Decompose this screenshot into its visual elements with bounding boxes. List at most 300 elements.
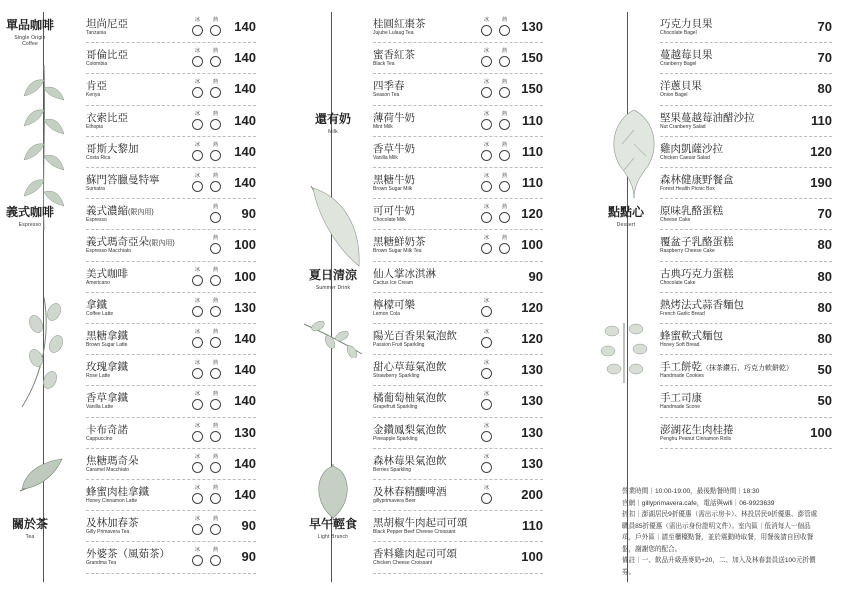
hot-option-checkbox[interactable] bbox=[499, 212, 510, 223]
leaf-illustration-5 bbox=[302, 318, 364, 358]
ice-option-label: 冰 bbox=[195, 547, 201, 554]
temperature-options bbox=[190, 328, 222, 352]
hot-option-checkbox[interactable] bbox=[210, 337, 221, 348]
item-price: 120 bbox=[521, 206, 543, 222]
item-english-name: Lemon Cola bbox=[373, 310, 400, 317]
temperature-options bbox=[479, 422, 511, 446]
item-price: 130 bbox=[234, 299, 256, 315]
section-subtitle: Tea bbox=[25, 534, 35, 541]
hot-option-checkbox[interactable] bbox=[499, 56, 510, 67]
ice-option-label: 冰 bbox=[484, 141, 490, 148]
item-name: 古典巧克力蛋糕 bbox=[660, 267, 734, 280]
item-english-name: Raspberry Cheese Cake bbox=[660, 248, 715, 255]
item-english-name: Rose Latte bbox=[86, 373, 111, 380]
item-name: 拿鐵 bbox=[86, 298, 107, 311]
hot-option-checkbox[interactable] bbox=[210, 555, 221, 566]
ice-option-checkbox[interactable] bbox=[192, 368, 203, 379]
item-name: 蜂蜜軟式麵包 bbox=[660, 330, 723, 342]
item-name: 覆盆子乳酪蛋糕 bbox=[660, 236, 734, 249]
item-name: 桂圓紅棗茶 bbox=[373, 18, 426, 30]
hot-option-checkbox[interactable] bbox=[210, 243, 221, 254]
menu-item bbox=[373, 449, 543, 480]
hot-option-label: 熱 bbox=[213, 360, 219, 367]
item-english-name: Grapefruit Sparkling bbox=[373, 404, 418, 411]
menu-item bbox=[86, 293, 256, 324]
ice-option-label: 冰 bbox=[484, 422, 490, 429]
menu-item bbox=[86, 262, 256, 293]
item-english-name: Berries Sparkling bbox=[373, 466, 412, 473]
section-subtitle: Milk bbox=[328, 128, 338, 135]
item-price: 70 bbox=[817, 50, 832, 66]
ice-option-checkbox[interactable] bbox=[481, 431, 492, 442]
ice-option-checkbox[interactable] bbox=[192, 56, 203, 67]
item-name: 檸檬可樂 bbox=[373, 298, 415, 311]
hot-option-checkbox[interactable] bbox=[210, 150, 221, 161]
hot-option-label: 熱 bbox=[213, 110, 219, 117]
ice-option-label: 冰 bbox=[195, 329, 201, 335]
ice-option-label: 冰 bbox=[195, 360, 201, 367]
section-subtitle: Summer Drink bbox=[315, 284, 351, 291]
hot-option-checkbox[interactable] bbox=[210, 275, 221, 286]
item-english-name: Penghu Peanut Cinnamon Rolls bbox=[660, 435, 732, 442]
ice-option-label: 冰 bbox=[484, 48, 490, 55]
temperature-options bbox=[190, 78, 222, 102]
item-english-name: Brown Sugar Latte bbox=[86, 342, 128, 348]
item-price: 140 bbox=[234, 331, 256, 346]
item-english-name: Chicken Cheese Croissant bbox=[373, 560, 433, 567]
ice-option-checkbox[interactable] bbox=[192, 399, 203, 410]
temperature-options bbox=[479, 484, 511, 508]
item-name: 及林加春茶 bbox=[86, 517, 139, 530]
menu-item bbox=[373, 324, 543, 355]
item-name: 黑糖牛奶 bbox=[373, 174, 415, 186]
menu-item bbox=[373, 418, 543, 449]
ice-option-checkbox[interactable] bbox=[192, 181, 203, 192]
leaf-illustration-8 bbox=[594, 315, 656, 385]
item-name: 香草拿鐵 bbox=[86, 392, 128, 405]
menu-item bbox=[86, 324, 256, 355]
hot-option-checkbox[interactable] bbox=[210, 462, 221, 473]
item-name: 雞肉凱薩沙拉 bbox=[660, 142, 723, 155]
section-heading bbox=[296, 515, 370, 540]
menu-item bbox=[86, 168, 256, 199]
menu-item bbox=[86, 355, 256, 386]
menu-item bbox=[86, 449, 256, 480]
temperature-options bbox=[479, 141, 511, 165]
info-line: 項，戶外區｜請至櫃檯點餐，並於震動時取餐，用餐後請自回收餐 bbox=[622, 534, 814, 541]
menu-item bbox=[660, 355, 832, 386]
item-price: 150 bbox=[521, 81, 543, 97]
temperature-options bbox=[479, 453, 511, 477]
item-name: 森林健康野餐盒 bbox=[660, 174, 734, 186]
temperature-options bbox=[190, 390, 222, 414]
menu-item bbox=[373, 230, 543, 261]
item-price: 110 bbox=[811, 112, 832, 128]
item-price: 130 bbox=[521, 19, 543, 34]
hot-option-label: 熱 bbox=[502, 79, 508, 86]
item-name: 蜂蜜肉桂拿鐵 bbox=[86, 486, 149, 498]
info-line: 官網｜gillyprimavera.cafe，電話與wifi｜06-9923639 bbox=[622, 499, 775, 507]
hot-option-checkbox[interactable] bbox=[499, 150, 510, 161]
menu-item bbox=[373, 355, 543, 386]
ice-option-checkbox[interactable] bbox=[481, 56, 492, 67]
temperature-options bbox=[190, 110, 222, 134]
hot-option-checkbox[interactable] bbox=[210, 119, 221, 130]
menu-item bbox=[86, 199, 256, 230]
item-price: 140 bbox=[234, 143, 256, 159]
ice-option-checkbox[interactable] bbox=[192, 150, 203, 161]
item-price: 90 bbox=[528, 268, 543, 284]
hot-option-label: 熱 bbox=[213, 266, 219, 273]
hot-option-checkbox[interactable] bbox=[210, 493, 221, 504]
item-english-name: Brown Sugar Milk Tea bbox=[373, 248, 422, 255]
item-price: 120 bbox=[810, 143, 832, 159]
ice-option-checkbox[interactable] bbox=[481, 493, 492, 504]
menu-item bbox=[660, 43, 832, 74]
section-heading bbox=[590, 203, 662, 228]
section-subtitle: Dessert bbox=[616, 222, 636, 229]
item-english-name: Jujube Lulaug Tea bbox=[373, 30, 414, 36]
menu-item bbox=[373, 386, 543, 417]
ice-option-checkbox[interactable] bbox=[481, 243, 492, 254]
item-price: 150 bbox=[521, 50, 543, 66]
temperature-options bbox=[479, 203, 511, 227]
menu-item bbox=[86, 74, 256, 105]
temperature-options bbox=[190, 297, 222, 321]
menu-item bbox=[373, 74, 543, 105]
item-note: （抹茶鑽石、巧克力軟餅乾） bbox=[702, 365, 793, 373]
item-price: 90 bbox=[241, 206, 256, 222]
ice-option-checkbox[interactable] bbox=[481, 399, 492, 410]
ice-option-label: 冰 bbox=[195, 453, 201, 460]
info-line: 券。 bbox=[622, 568, 636, 576]
ice-option-label: 冰 bbox=[195, 173, 201, 179]
ice-option-checkbox[interactable] bbox=[192, 524, 203, 535]
item-name: 肯亞 bbox=[86, 80, 107, 93]
item-english-name: Brown Sugar Milk bbox=[373, 186, 413, 192]
item-english-name: Mint Milk bbox=[373, 123, 393, 130]
leaf-illustration-6 bbox=[305, 462, 360, 522]
ice-option-label: 冰 bbox=[484, 235, 490, 242]
menu-item bbox=[660, 418, 832, 449]
item-english-name: Vanilla Latte bbox=[86, 404, 114, 411]
menu-item bbox=[86, 137, 256, 168]
menu-item bbox=[660, 168, 832, 199]
section-heading bbox=[6, 16, 54, 47]
menu-item bbox=[373, 480, 543, 511]
item-name: 蜜香紅茶 bbox=[373, 49, 415, 62]
item-name: 熱烤法式蒜香麵包 bbox=[660, 298, 744, 311]
hot-option-label: 熱 bbox=[213, 79, 219, 86]
menu-item bbox=[373, 293, 543, 324]
temperature-options bbox=[190, 359, 222, 383]
item-price: 50 bbox=[817, 393, 832, 409]
menu-item bbox=[373, 106, 543, 137]
ice-option-checkbox[interactable] bbox=[481, 212, 492, 223]
item-name: 四季春 bbox=[373, 80, 405, 93]
hot-option-checkbox[interactable] bbox=[210, 368, 221, 379]
item-english-name: Ethopia bbox=[86, 123, 103, 130]
item-price: 80 bbox=[817, 81, 832, 97]
item-note: (限內用) bbox=[128, 209, 154, 217]
item-english-name: Handmade Scone bbox=[660, 404, 701, 411]
ice-option-checkbox[interactable] bbox=[481, 119, 492, 130]
item-price: 200 bbox=[521, 487, 543, 502]
menu-item bbox=[373, 199, 543, 230]
item-name: 堅果蔓越莓油醋沙拉 bbox=[660, 111, 755, 124]
hot-option-label: 熱 bbox=[213, 141, 219, 148]
item-english-name: Strawberry Sparkling bbox=[373, 373, 420, 380]
ice-option-label: 冰 bbox=[195, 141, 201, 148]
hot-option-checkbox[interactable] bbox=[210, 306, 221, 317]
item-price: 140 bbox=[234, 19, 256, 34]
ice-option-checkbox[interactable] bbox=[192, 462, 203, 473]
item-english-name: Pineapple Sparkling bbox=[373, 435, 418, 442]
menu-item bbox=[86, 386, 256, 417]
hot-option-checkbox[interactable] bbox=[499, 243, 510, 254]
temperature-options bbox=[190, 484, 222, 508]
menu-item bbox=[86, 43, 256, 74]
ice-option-checkbox[interactable] bbox=[192, 275, 203, 286]
ice-option-checkbox[interactable] bbox=[481, 181, 492, 192]
item-name: 黑糖拿鐵 bbox=[86, 330, 128, 342]
hot-option-label: 熱 bbox=[502, 173, 508, 179]
leaf-illustration-2 bbox=[14, 292, 70, 412]
item-price: 120 bbox=[521, 299, 543, 315]
item-english-name: Season Tea bbox=[373, 92, 400, 99]
ice-option-checkbox[interactable] bbox=[481, 25, 492, 36]
info-line: 盤，謝謝您的配合。 bbox=[622, 545, 682, 553]
item-english-name: Forest Health Picnic Box bbox=[660, 186, 715, 192]
menu-item bbox=[660, 386, 832, 417]
item-price: 130 bbox=[521, 424, 543, 440]
ice-option-label: 冰 bbox=[484, 297, 490, 304]
temperature-options bbox=[190, 234, 222, 258]
temperature-options bbox=[479, 328, 511, 352]
temperature-options bbox=[190, 422, 222, 446]
item-price: 140 bbox=[234, 487, 256, 502]
hot-option-checkbox[interactable] bbox=[210, 87, 221, 98]
hot-option-label: 熱 bbox=[213, 329, 219, 335]
item-name: 澎湖花生肉桂捲 bbox=[660, 423, 734, 436]
hot-option-checkbox[interactable] bbox=[499, 119, 510, 130]
section-heading bbox=[296, 110, 370, 135]
item-price: 70 bbox=[817, 19, 832, 34]
section-heading bbox=[296, 266, 370, 291]
hot-option-checkbox[interactable] bbox=[499, 87, 510, 98]
item-name: 仙人掌冰淇淋 bbox=[373, 267, 436, 280]
temperature-options bbox=[190, 453, 222, 477]
item-name: 橘葡萄柚氣泡飲 bbox=[373, 392, 447, 405]
item-english-name: French Garlic Bread bbox=[660, 310, 705, 317]
item-english-name: Coffee Latte bbox=[86, 310, 114, 317]
temperature-options bbox=[479, 297, 511, 321]
ice-option-checkbox[interactable] bbox=[192, 493, 203, 504]
menu-item bbox=[86, 542, 256, 573]
temperature-options bbox=[479, 234, 511, 258]
item-name: 黑糖鮮奶茶 bbox=[373, 236, 426, 249]
menu-item bbox=[660, 106, 832, 137]
store-info bbox=[622, 486, 842, 578]
item-english-name: Espresso bbox=[86, 217, 107, 224]
item-english-name: Cactus Ice Cream bbox=[373, 279, 414, 286]
info-line: 折扣｜澎湖居民9折優惠（需出示房卡）、林投居民9折優惠、澎管處 bbox=[622, 511, 818, 518]
item-english-name: Black Tea bbox=[373, 61, 395, 68]
temperature-options bbox=[479, 172, 511, 196]
ice-option-checkbox[interactable] bbox=[192, 25, 203, 36]
ice-option-label: 冰 bbox=[195, 110, 201, 117]
item-name: 哥斯大黎加 bbox=[86, 142, 139, 155]
item-name: 蘇門答臘曼特寧 bbox=[86, 174, 160, 186]
item-english-name: Cranberry Bagel bbox=[660, 61, 697, 68]
item-name: 可可牛奶 bbox=[373, 205, 415, 218]
menu-item bbox=[86, 12, 256, 43]
info-line: 營業時間｜10:00-19:00，最後點餐時間｜18:30 bbox=[622, 488, 760, 495]
hot-option-checkbox[interactable] bbox=[210, 25, 221, 36]
item-price: 140 bbox=[234, 50, 256, 66]
item-price: 140 bbox=[234, 175, 256, 190]
item-english-name: Tanzania bbox=[86, 30, 107, 36]
item-english-name: Honey Cinnamon Latte bbox=[86, 498, 138, 504]
hot-option-label: 熱 bbox=[502, 110, 508, 117]
ice-option-label: 冰 bbox=[484, 391, 490, 398]
leaf-illustration-3 bbox=[16, 455, 66, 495]
hot-option-label: 熱 bbox=[213, 204, 219, 211]
ice-option-label: 冰 bbox=[484, 110, 490, 117]
hot-option-label: 熱 bbox=[213, 173, 219, 179]
item-name: 卡布奇諾 bbox=[86, 423, 128, 436]
item-name: 哥倫比亞 bbox=[86, 49, 128, 62]
ice-option-checkbox[interactable] bbox=[192, 87, 203, 98]
item-price: 50 bbox=[817, 362, 832, 378]
ice-option-label: 冰 bbox=[195, 516, 201, 523]
ice-option-checkbox[interactable] bbox=[481, 337, 492, 348]
menu-item bbox=[86, 511, 256, 542]
item-note: (限內用) bbox=[149, 240, 175, 248]
ice-option-checkbox[interactable] bbox=[192, 306, 203, 317]
item-english-name: Caramel Macchiato bbox=[86, 466, 130, 473]
ice-option-label: 冰 bbox=[484, 485, 490, 491]
ice-option-checkbox[interactable] bbox=[481, 150, 492, 161]
item-price: 140 bbox=[234, 112, 256, 128]
ice-option-checkbox[interactable] bbox=[192, 337, 203, 348]
item-price: 90 bbox=[241, 518, 256, 534]
info-line: 職員85折優惠（需出示身份證明文件）。室內區｜低消每人一個品 bbox=[622, 522, 811, 530]
menu-item bbox=[660, 293, 832, 324]
hot-option-label: 熱 bbox=[502, 235, 508, 242]
item-name: 及林春精釀啤酒 bbox=[373, 486, 447, 498]
item-name: 黑胡椒牛肉起司可頌 bbox=[373, 517, 468, 530]
temperature-options bbox=[190, 203, 222, 227]
hot-option-checkbox[interactable] bbox=[210, 524, 221, 535]
hot-option-label: 熱 bbox=[213, 453, 219, 460]
item-name: 森林莓果氣泡飲 bbox=[373, 454, 447, 467]
temperature-options bbox=[190, 141, 222, 165]
item-price: 100 bbox=[234, 268, 256, 284]
hot-option-label: 熱 bbox=[502, 48, 508, 55]
item-price: 110 bbox=[522, 175, 543, 190]
ice-option-checkbox[interactable] bbox=[481, 306, 492, 317]
item-name: 香料雞肉起司可頌 bbox=[373, 548, 457, 561]
hot-option-checkbox[interactable] bbox=[210, 212, 221, 223]
menu-item bbox=[86, 106, 256, 137]
ice-option-checkbox[interactable] bbox=[481, 368, 492, 379]
hot-option-label: 熱 bbox=[502, 141, 508, 148]
menu-item bbox=[660, 12, 832, 43]
item-english-name: Honey Soft Bread bbox=[660, 342, 700, 348]
hot-option-label: 熱 bbox=[213, 547, 219, 554]
hot-option-label: 熱 bbox=[502, 204, 508, 211]
hot-option-checkbox[interactable] bbox=[210, 56, 221, 67]
temperature-options bbox=[479, 16, 511, 40]
section-title: 夏日清涼 bbox=[308, 267, 357, 282]
item-english-name: Onion Bagel bbox=[660, 92, 688, 99]
ice-option-label: 冰 bbox=[484, 173, 490, 179]
temperature-options bbox=[190, 266, 222, 290]
hot-option-label: 熱 bbox=[502, 17, 508, 23]
hot-option-checkbox[interactable] bbox=[210, 399, 221, 410]
hot-option-label: 熱 bbox=[213, 17, 219, 23]
item-name: 香草牛奶 bbox=[373, 142, 415, 155]
section-subtitle: Light Brunch bbox=[317, 534, 349, 541]
hot-option-checkbox[interactable] bbox=[210, 431, 221, 442]
ice-option-checkbox[interactable] bbox=[192, 555, 203, 566]
ice-option-label: 冰 bbox=[195, 297, 201, 304]
item-name: 外婆茶（風茹茶） bbox=[86, 548, 170, 561]
menu-item bbox=[373, 137, 543, 168]
item-price: 80 bbox=[817, 237, 832, 253]
item-price: 120 bbox=[521, 331, 543, 346]
menu-item bbox=[660, 199, 832, 230]
item-name: 洋蔥貝果 bbox=[660, 80, 702, 93]
item-english-name: Colombia bbox=[86, 61, 108, 68]
menu-item bbox=[86, 418, 256, 449]
hot-option-checkbox[interactable] bbox=[210, 181, 221, 192]
item-english-name: Gilly Primavera Tea bbox=[86, 529, 130, 536]
item-price: 100 bbox=[234, 237, 256, 253]
ice-option-label: 冰 bbox=[484, 329, 490, 335]
hot-option-checkbox[interactable] bbox=[499, 181, 510, 192]
item-english-name: Sumatra bbox=[86, 186, 105, 192]
ice-option-checkbox[interactable] bbox=[192, 119, 203, 130]
item-price: 190 bbox=[810, 175, 832, 190]
item-price: 140 bbox=[234, 362, 256, 378]
hot-option-label: 熱 bbox=[213, 485, 219, 491]
item-name: 手工司康 bbox=[660, 392, 702, 405]
temperature-options bbox=[479, 78, 511, 102]
section-title: 早午輕食 bbox=[308, 517, 357, 532]
menu-item bbox=[373, 168, 543, 199]
item-english-name: Nut Cranberry Salad bbox=[660, 123, 706, 130]
item-price: 100 bbox=[521, 237, 543, 253]
item-english-name: Chocolate Bagel bbox=[660, 30, 697, 36]
item-name: 蔓越莓貝果 bbox=[660, 49, 713, 62]
menu-item bbox=[373, 511, 543, 542]
ice-option-checkbox[interactable] bbox=[481, 87, 492, 98]
ice-option-checkbox[interactable] bbox=[481, 462, 492, 473]
section-heading bbox=[6, 203, 54, 228]
hot-option-checkbox[interactable] bbox=[499, 25, 510, 36]
item-price: 90 bbox=[241, 549, 256, 565]
ice-option-label: 冰 bbox=[484, 360, 490, 367]
item-price: 100 bbox=[521, 549, 543, 565]
hot-option-label: 熱 bbox=[213, 391, 219, 398]
item-name: 甜心草莓氣泡飲 bbox=[373, 361, 447, 374]
section-subtitle: Single Origin Coffee bbox=[14, 35, 46, 47]
ice-option-checkbox[interactable] bbox=[192, 431, 203, 442]
ice-option-label: 冰 bbox=[484, 79, 490, 86]
menu-item bbox=[660, 324, 832, 355]
